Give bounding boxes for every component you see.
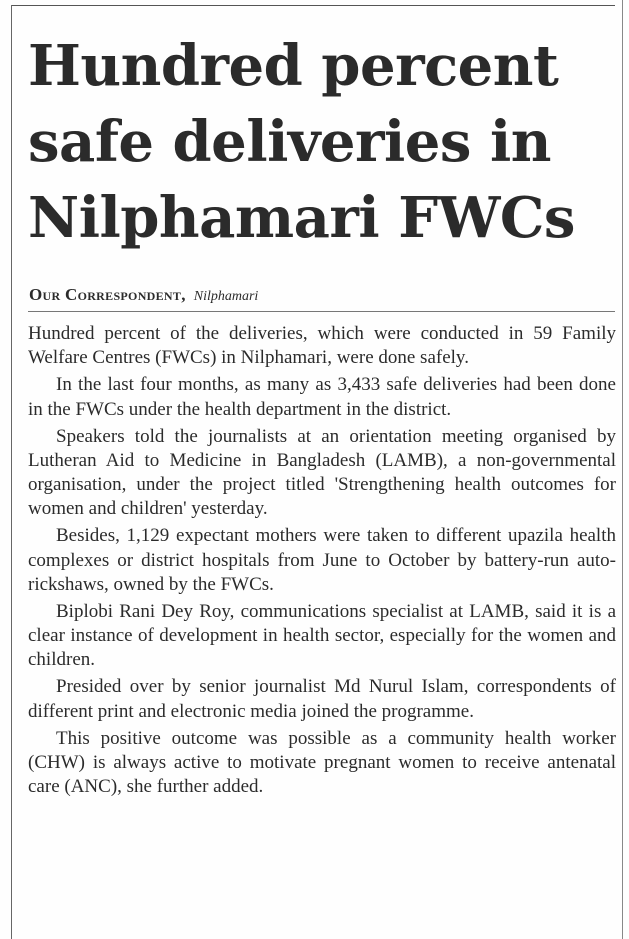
headline-line-3: Nilphamari FWCs: [28, 185, 575, 251]
byline-divider: [28, 311, 615, 312]
paragraph: Speakers told the journalists at an orientation meeting organised by Lutheran Aid to Medicine in Bangladesh (LAMB), a non-governmental organisation, under the project titled 'Strengthening health outcomes for women and children' yesterday.: [28, 425, 616, 520]
left-column-rule: [11, 5, 12, 939]
paragraph: Hundred percent of the deliveries, which were conducted in 59 Family Welfare Centres (FWCs) in Nilphamari, were done safely.: [28, 323, 616, 369]
paragraph: In the last four months, as many as 3,433 safe deliveries had been done in the FWCs under the health department in the district.: [28, 374, 616, 420]
top-border-rule: [12, 5, 615, 6]
paragraph: Presided over by senior journalist Md Nurul Islam, correspondents of different print and electronic media joined the programme.: [28, 676, 616, 722]
headline-line-2: safe deliveries in: [28, 109, 551, 175]
paragraph: Biplobi Rani Dey Roy, communications specialist at LAMB, said it is a clear instance of development in health sector, especially for the women and children.: [28, 600, 616, 671]
byline-author: Our Correspondent,: [29, 285, 186, 304]
paragraph: Besides, 1,129 expectant mothers were taken to different upazila health complexes or district hospitals from June to October by battery-run auto-rickshaws, owned by the FWCs.: [28, 525, 616, 595]
article-headline: [28, 28, 628, 256]
headline-line-1: Hundred percent: [28, 33, 559, 99]
byline-location: Nilphamari: [193, 289, 259, 304]
paragraph: This positive outcome was possible as a community health worker (CHW) is always active to motivate pregnant women to receive antenatal care (ANC), she further added.: [28, 727, 616, 797]
byline: [29, 285, 258, 305]
article-body: [28, 322, 616, 802]
